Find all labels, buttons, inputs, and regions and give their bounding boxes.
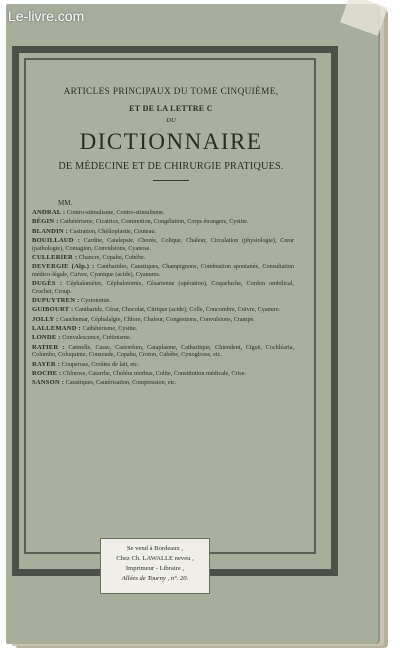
author-name: ROCHE :	[32, 369, 62, 377]
divider	[153, 180, 189, 181]
author-name: RAYER :	[32, 360, 61, 368]
bookseller-label	[100, 538, 210, 594]
author-entry	[32, 334, 294, 342]
author-articles: Cantharides, Caustiques, Champignons, Combustion spontanée, Consultation médico-légale, Cuivre, Cyanique (acide), Cyanures.	[32, 263, 294, 278]
header-line-2: ET DE LA LETTRE C	[129, 104, 213, 113]
author-name: CULLERIER :	[32, 253, 78, 261]
author-articles: Cauchemar, Céphalalgie, Chlore, Chaleur, Congestions, Convulsions, Crampe.	[59, 315, 255, 323]
bookseller-line-1: Se vend à Bordeaux ,	[126, 545, 184, 552]
watermark: Le-livre.com	[8, 8, 85, 24]
bookseller-line-3: Imprimeur - Libraire ,	[125, 565, 185, 572]
author-name: DUPUYTREN :	[32, 297, 80, 305]
author-name: ANDRAL :	[32, 209, 66, 216]
author-entry	[32, 209, 294, 217]
author-articles: Couperose, Croûtes de lait, etc.	[61, 360, 140, 368]
author-articles: Cathétérisme, Cicatrice, Commotion, Congélation, Corps étrangers, Cystite.	[60, 218, 249, 226]
authors-list	[32, 209, 294, 387]
author-articles: Castration, Chéiloplastie, Couteau.	[69, 227, 157, 235]
cover-content	[30, 78, 312, 389]
subtitle: DE MÉDECINE ET DE CHIRURGIE PRATIQUES.	[58, 161, 284, 172]
header-line-3: DU	[166, 117, 176, 124]
author-name: GUIBOURT :	[32, 306, 74, 314]
author-entry	[32, 306, 294, 314]
author-articles: Cardite, Catalepsie, Chorée, Colique, Chaleur, Circulation (physiologie), Cœur (pathologie), Contagion, Convulsions, Cyanose.	[32, 236, 294, 252]
author-name: BÉGIN :	[32, 218, 59, 226]
header-line-1: ARTICLES PRINCIPAUX DU TOME CINQUIÈME,	[63, 86, 279, 96]
author-entry	[32, 218, 294, 226]
bookseller-line-4: Allées de Tourny , n°. 20.	[121, 575, 189, 582]
author-name: DUGÈS :	[32, 280, 63, 288]
author-articles: Cannelle, Casse, Castoréum, Cataplasme, Cathartique, Chiendent, Ciguë, Cochléaria, Colombo, Coloquinte, Consoude, Copahu, Croton, Cubèbe, Cynoglosse, etc.	[32, 343, 295, 359]
author-name: RATIER :	[32, 343, 65, 351]
author-name: SANSON :	[32, 379, 65, 387]
author-entry	[32, 379, 294, 387]
author-name: DEVERGIE (Alp.) :	[32, 263, 95, 271]
author-articles: Cathétérisme, Cystite.	[82, 325, 138, 333]
author-entry	[32, 316, 294, 324]
author-articles: Chancre, Copahu, Cubèbe.	[78, 253, 146, 261]
author-entry	[32, 297, 294, 305]
author-articles: Céphalomètre, Céphalotomie, Césarienne (opération), Coqueluche, Cordon ombilical, Crochet, Croup.	[32, 280, 294, 295]
author-articles: Chlorose, Catarrhe, Choléra morbus, Colite, Constitution médicale, Crise.	[62, 369, 246, 377]
author-entry	[32, 370, 294, 378]
author-entry	[32, 325, 294, 333]
author-entry	[32, 228, 294, 236]
author-entry	[32, 361, 294, 369]
author-articles: Convalescence, Crétinisme.	[62, 334, 132, 342]
author-articles: Cystotomie.	[81, 297, 112, 305]
author-name: LALLEMAND :	[32, 325, 81, 333]
author-articles: Contro-stimulisme, Contro-stimulisme.	[66, 209, 165, 216]
author-name: JOLLY :	[32, 315, 59, 323]
author-name: BLANDIN :	[32, 227, 69, 235]
author-articles: Caustiques, Cautérisation, Compression, etc.	[65, 379, 177, 387]
author-entry	[32, 344, 294, 359]
author-entry	[32, 263, 294, 278]
bookseller-line-2: Chez Ch. LAWALLE neveu ,	[116, 555, 194, 562]
author-entry	[32, 254, 294, 262]
author-articles: Cantharide, Cérat, Chocolat, Citrique (acide), Colle, Concombre, Cuivre, Cyanure.	[74, 306, 281, 314]
author-name: LONDE :	[32, 334, 61, 342]
author-name: BOUILLAUD :	[32, 236, 81, 244]
title: DICTIONNAIRE	[79, 129, 263, 154]
author-entry	[32, 280, 294, 295]
authors-label: MM.	[58, 199, 73, 207]
author-entry	[32, 237, 294, 252]
